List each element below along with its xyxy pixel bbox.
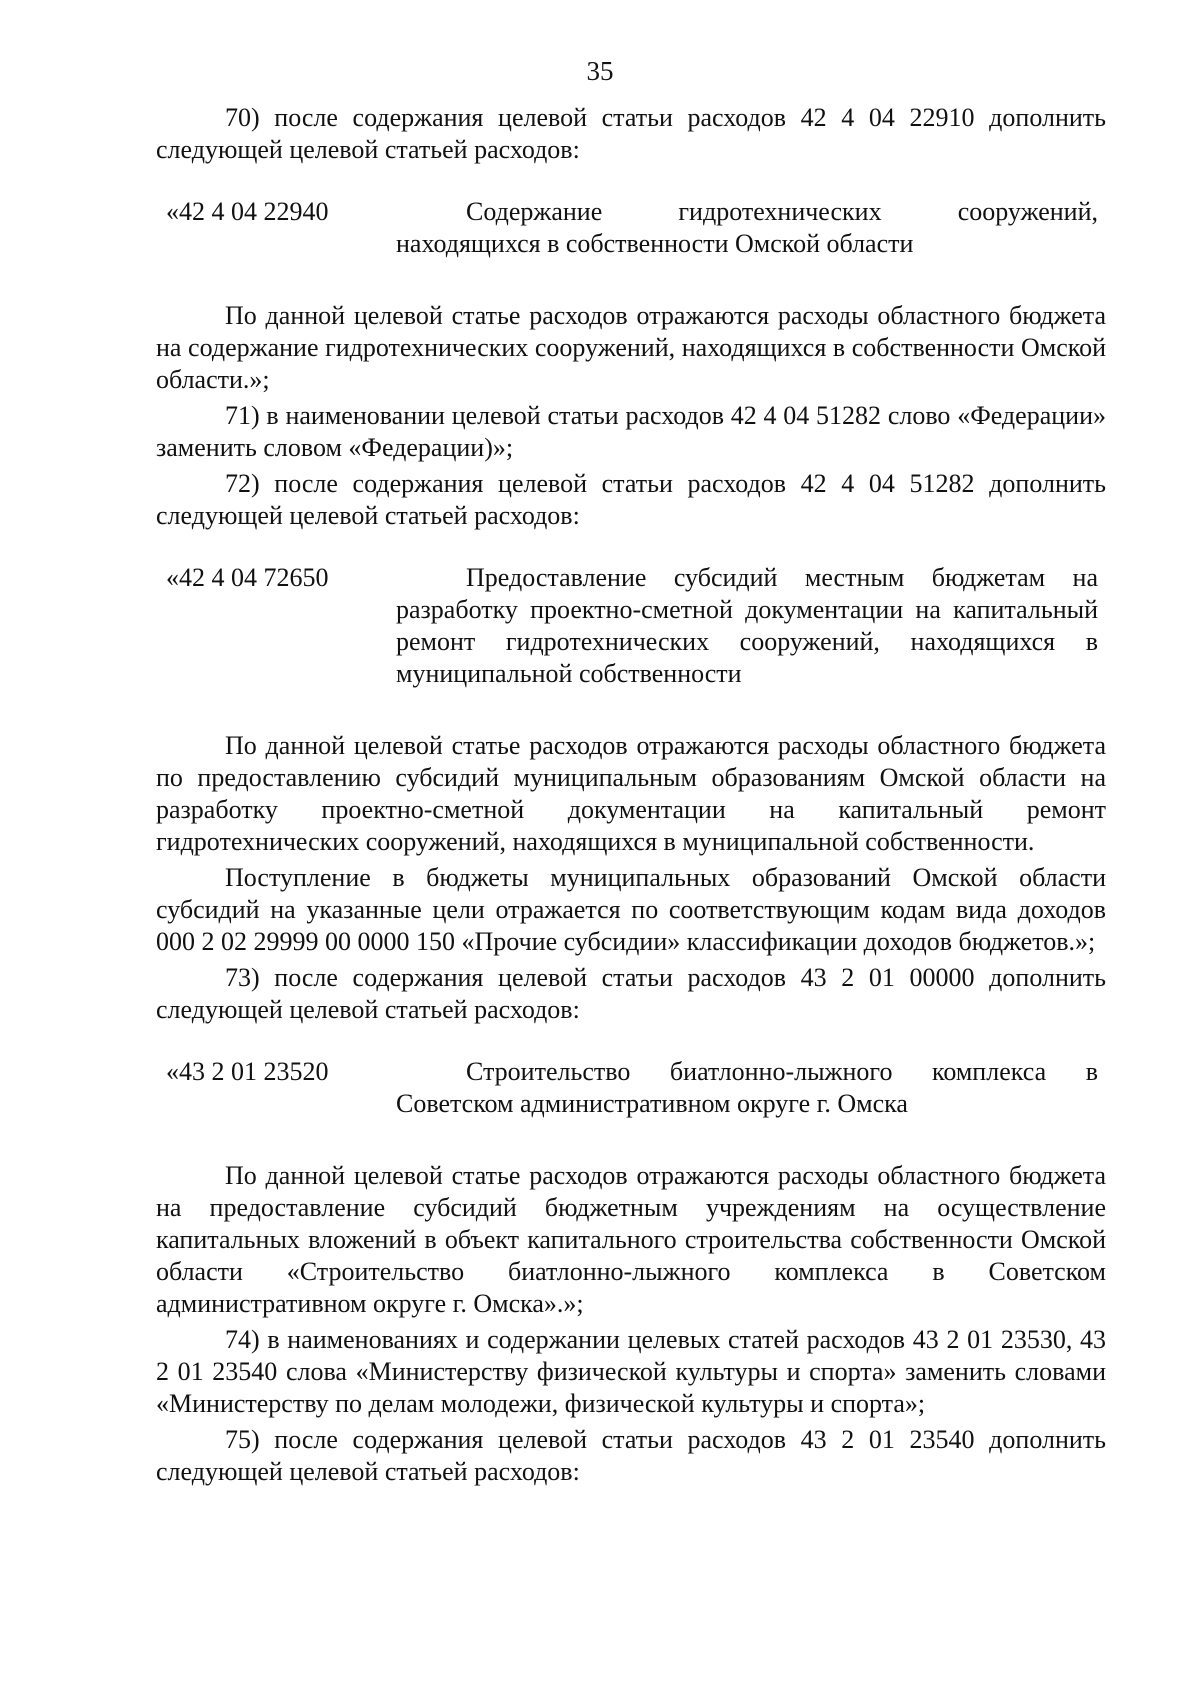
budget-entry-code: «42 4 04 72650 — [166, 563, 329, 592]
budget-entry — [156, 1056, 1106, 1120]
budget-entry-code: «42 4 04 22940 — [166, 197, 329, 226]
paragraph: 70) после содержания целевой статьи расходов 42 4 04 22910 дополнить следующей целевой статьей расходов: — [156, 103, 1106, 164]
paragraph: Поступление в бюджеты муниципальных образований Омской области субсидий на указанные цели отражается по соответствующим кодам вида доходов 000 2 02 29999 00 0000 150 «Прочие субсидии» классификации доходов бюджетов.»; — [156, 863, 1106, 956]
paragraph: 71) в наименовании целевой статьи расходов 42 4 04 51282 слово «Федерации» заменить словом «Федерации)»; — [156, 401, 1106, 462]
budget-entry-code: «43 2 01 23520 — [166, 1057, 329, 1086]
paragraph: По данной целевой статье расходов отражаются расходы областного бюджета по предоставлению субсидий муниципальным образованиям Омской области на разработку проектно-сметной документации на капитальный ремонт гидротехнических сооружений, находящихся в муниципальной собственности. — [156, 731, 1106, 856]
paragraph: 73) после содержания целевой статьи расходов 43 2 01 00000 дополнить следующей целевой статьей расходов: — [156, 963, 1106, 1024]
budget-entry — [156, 562, 1106, 690]
paragraph: 75) после содержания целевой статьи расходов 43 2 01 23540 дополнить следующей целевой статьей расходов: — [156, 1425, 1106, 1486]
budget-entry-title: Содержание гидротехнических сооружений, находящихся в собственности Омской области — [396, 197, 1098, 258]
paragraph: По данной целевой статье расходов отражаются расходы областного бюджета на предоставление субсидий бюджетным учреждениям на осуществление капитальных вложений в объект капитального строительства собственности Омской области «Строительство биатлонно-лыжного комплекса в Советском административном округе г. Омска».»; — [156, 1161, 1106, 1318]
budget-entry-title: Строительство биатлонно-лыжного комплекса в Советском административном округе г. Омска — [396, 1057, 1098, 1118]
budget-entry-title: Предоставление субсидий местным бюджетам на разработку проектно-сметной документации на капитальный ремонт гидротехнических сооружений, находящихся в муниципальной собственности — [396, 563, 1098, 688]
budget-entry — [156, 196, 1106, 260]
paragraph: 74) в наименованиях и содержании целевых статей расходов 43 2 01 23530, 43 2 01 23540 слова «Министерству физической культуры и спорта» заменить словами «Министерству по делам молодежи, физической культуры и спорта»; — [156, 1325, 1106, 1418]
paragraph: По данной целевой статье расходов отражаются расходы областного бюджета на содержание гидротехнических сооружений, находящихся в собственности Омской области.»; — [156, 301, 1106, 394]
paragraph: 72) после содержания целевой статьи расходов 42 4 04 51282 дополнить следующей целевой статьей расходов: — [156, 469, 1106, 530]
page-number: 35 — [586, 56, 614, 86]
document-body — [156, 102, 1106, 1492]
